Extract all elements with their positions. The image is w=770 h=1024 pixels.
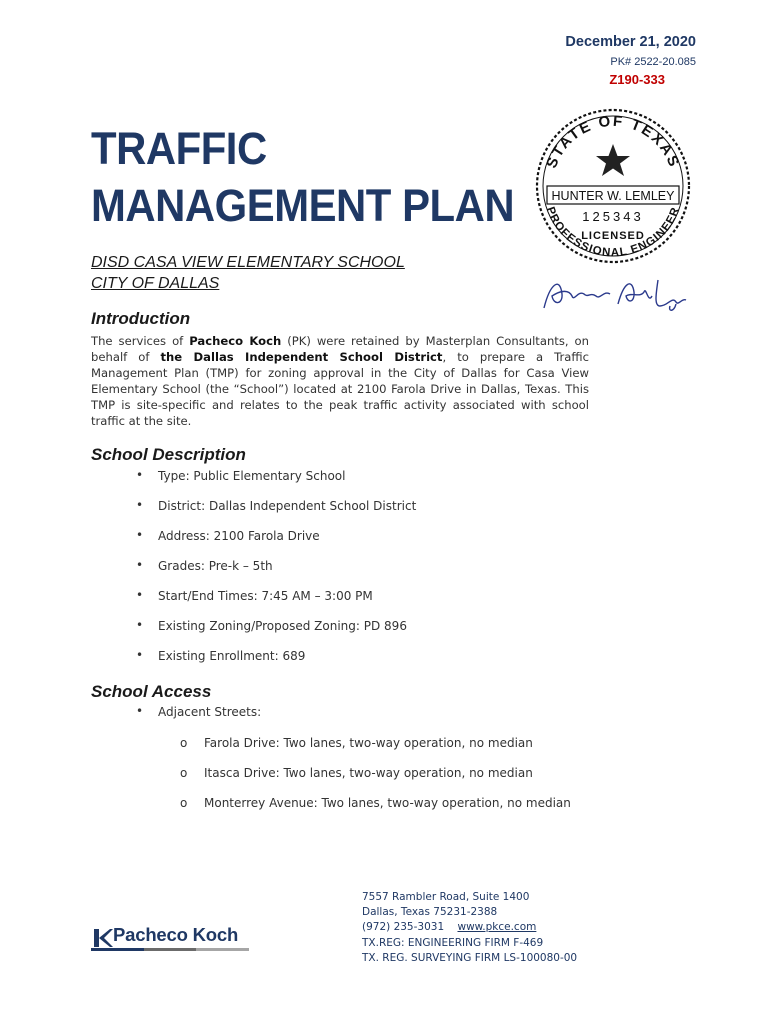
seal-licensed-text: LICENSED [581,230,645,242]
page-title [91,120,514,234]
phone-number: (972) 235-3031 [362,921,445,934]
seal-profession-text: PROFESSIONAL ENGINEER [543,205,683,260]
school-description-heading: School Description [91,445,246,464]
surveying-registration: TX. REG. SURVEYING FIRM LS-100080-00 [362,951,578,964]
sub-list-marker: o [180,736,188,750]
introduction-paragraph: The services of Pacheco Koch (PK) were retained by Masterplan Consultants, on behalf of the Dallas Independent School District, to prepare a Traffic Management Plan (TMP) for zoning approval in the City of Dallas for Casa View Elementary School (the “School”) located at 2100 Farola Drive in Dallas, Texas. This TMP is site-specific and relates to the peak traffic activity associated with school traffic at the site. [91,334,589,428]
address-line-2: Dallas, Texas 75231-2388 [362,906,498,919]
company-logo [91,924,251,954]
engineer-signature [540,274,690,314]
seal-license-number: 125343 [582,209,644,224]
list-item: • District: Dallas Independent School District [136,498,417,513]
list-item: • Adjacent Streets: [136,704,262,719]
sub-list-item: Itasca Drive: Two lanes, two-way operation, no median [204,766,533,780]
logo-text: Pacheco Koch [113,924,239,945]
pk-logo-icon [91,926,115,950]
introduction-heading: Introduction [91,309,191,328]
engineer-seal [533,106,693,276]
list-item: • Type: Public Elementary School [136,468,346,483]
firm-name-bold: Pacheco Koch [189,334,282,348]
list-item: • Existing Enrollment: 689 [136,648,306,663]
website-link[interactable]: www.pkce.com [457,921,537,934]
star-icon [596,144,630,176]
sub-list-item: Monterrey Avenue: Two lanes, two-way operation, no median [204,796,571,810]
sub-list-marker: o [180,766,188,780]
address-line-1: 7557 Rambler Road, Suite 1400 [362,891,530,903]
engineering-registration: TX.REG: ENGINEERING FIRM F-469 [362,936,544,949]
document-date: December 21, 2020 [565,34,696,50]
district-name-bold: the Dallas Independent School District [160,350,443,364]
title-line-2: MANAGEMENT PLAN [91,180,515,231]
list-item: • Address: 2100 Farola Drive [136,528,320,543]
logo-underline [91,948,249,951]
list-item: • Existing Zoning/Proposed Zoning: PD 896 [136,618,407,633]
project-number: PK# 2522-20.085 [610,56,696,68]
title-line-1: TRAFFIC [91,123,267,174]
project-subtitle [91,252,405,294]
seal-state-text: STATE OF TEXAS [543,112,683,171]
subtitle-city: CITY OF DALLAS [91,275,220,292]
school-access-heading: School Access [91,682,212,701]
case-number: Z190-333 [609,72,665,87]
list-item: • Start/End Times: 7:45 AM – 3:00 PM [136,588,373,603]
seal-engineer-name: HUNTER W. LEMLEY [551,189,675,203]
footer-contact [362,890,577,966]
subtitle-school: DISD CASA VIEW ELEMENTARY SCHOOL [91,254,405,271]
sub-list-marker: o [180,796,188,810]
phone-and-website [362,920,577,935]
sub-list-item: Farola Drive: Two lanes, two-way operation, no median [204,736,533,750]
list-item: • Grades: Pre-k – 5th [136,558,273,573]
